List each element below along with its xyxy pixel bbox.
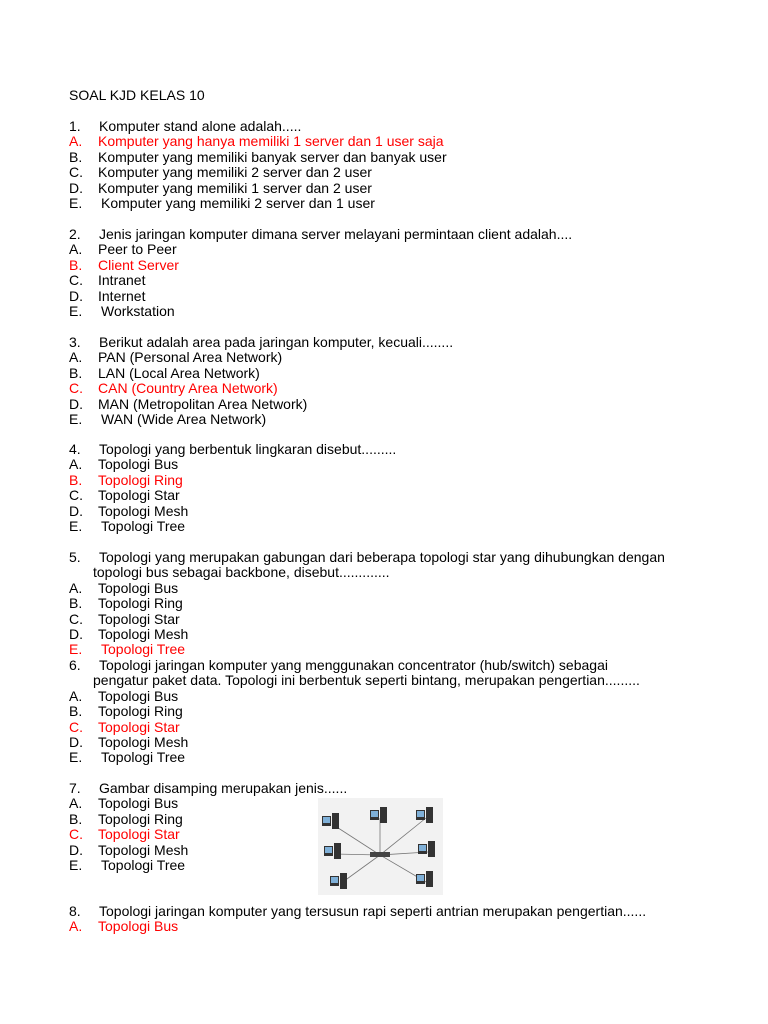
option-text: Topologi Tree xyxy=(101,641,186,657)
answer-option xyxy=(0,688,768,704)
answer-option-correct xyxy=(0,641,768,657)
answer-option xyxy=(0,288,768,304)
option-label: B. xyxy=(69,595,83,611)
option-label: A. xyxy=(69,918,83,934)
question-number: 4. xyxy=(69,441,81,457)
option-text: Topologi Tree xyxy=(101,518,186,534)
answer-option xyxy=(0,703,768,719)
option-text: Topologi Star xyxy=(98,611,180,627)
option-label: B. xyxy=(69,149,83,165)
option-label: A. xyxy=(69,241,83,257)
question-text: Berikut adalah area pada jaringan komputer, kecuali........ xyxy=(99,334,454,350)
option-label: B. xyxy=(69,365,83,381)
option-label: B. xyxy=(69,703,83,719)
question-number: 5. xyxy=(69,549,81,565)
option-text: Komputer yang memiliki 2 server dan 2 user xyxy=(98,164,372,180)
answer-option-correct xyxy=(0,918,768,934)
option-label: D. xyxy=(69,396,83,412)
answer-option xyxy=(0,411,768,427)
option-label: E. xyxy=(69,749,83,765)
option-text: Topologi Ring xyxy=(98,472,183,488)
option-label: E. xyxy=(69,411,83,427)
option-label: C. xyxy=(69,272,83,288)
question-number: 8. xyxy=(69,903,81,919)
option-text: WAN (Wide Area Network) xyxy=(101,411,267,427)
option-label: E. xyxy=(69,518,83,534)
option-text: Topologi Bus xyxy=(98,918,179,934)
option-text: Komputer yang hanya memiliki 1 server dan 1 user saja xyxy=(98,133,444,149)
question-stem-continued xyxy=(0,672,768,688)
answer-option xyxy=(0,595,768,611)
question-number: 6. xyxy=(69,657,81,673)
question-text: topologi bus sebagai backbone, disebut............. xyxy=(93,564,390,580)
option-label: E. xyxy=(69,857,83,873)
option-text: Topologi Tree xyxy=(101,857,186,873)
question-text: Komputer stand alone adalah..... xyxy=(99,118,302,134)
option-label: D. xyxy=(69,842,83,858)
option-label: C. xyxy=(69,380,83,396)
question-text: Topologi yang merupakan gabungan dari beberapa topologi star yang dihubungkan dengan xyxy=(99,549,665,565)
option-text: Komputer yang memiliki 2 server dan 1 user xyxy=(101,195,375,211)
answer-option xyxy=(0,503,768,519)
option-label: E. xyxy=(69,195,83,211)
answer-option xyxy=(0,626,768,642)
question-number: 3. xyxy=(69,334,81,350)
option-label: D. xyxy=(69,288,83,304)
question-number: 2. xyxy=(69,226,81,242)
option-label: B. xyxy=(69,472,83,488)
answer-option xyxy=(0,487,768,503)
answer-option xyxy=(0,349,768,365)
option-text: Workstation xyxy=(101,303,175,319)
question-text: Topologi jaringan komputer yang menggunakan concentrator (hub/switch) sebagai xyxy=(99,657,608,673)
option-text: Topologi Bus xyxy=(98,795,179,811)
option-label: D. xyxy=(69,626,83,642)
option-label: D. xyxy=(69,180,83,196)
option-text: Komputer yang memiliki 1 server dan 2 user xyxy=(98,180,372,196)
option-label: A. xyxy=(69,133,83,149)
answer-option xyxy=(0,396,768,412)
question-text: Topologi yang berbentuk lingkaran disebut......... xyxy=(99,441,397,457)
option-text: CAN (Country Area Network) xyxy=(98,380,278,396)
answer-option xyxy=(0,734,768,750)
option-text: Intranet xyxy=(98,272,146,288)
star-topology-figure xyxy=(318,798,443,895)
question-number: 7. xyxy=(69,780,81,796)
question-stem xyxy=(0,780,768,796)
answer-option-correct xyxy=(0,257,768,273)
option-text: Topologi Mesh xyxy=(98,842,189,858)
option-label: B. xyxy=(69,811,83,827)
question-stem-continued xyxy=(0,564,768,580)
answer-option xyxy=(0,749,768,765)
page-title: SOAL KJD KELAS 10 xyxy=(69,87,205,103)
question-stem xyxy=(0,903,768,919)
question-text: Gambar disamping merupakan jenis...... xyxy=(99,780,348,796)
answer-option-correct xyxy=(0,380,768,396)
option-text: Topologi Tree xyxy=(101,749,186,765)
answer-option-correct xyxy=(0,472,768,488)
option-text: LAN (Local Area Network) xyxy=(98,365,260,381)
option-label: C. xyxy=(69,611,83,627)
option-label: A. xyxy=(69,456,83,472)
answer-option xyxy=(0,365,768,381)
option-label: C. xyxy=(69,719,83,735)
option-text: Komputer yang memiliki banyak server dan banyak user xyxy=(98,149,447,165)
option-text: Topologi Bus xyxy=(98,688,179,704)
option-text: Topologi Ring xyxy=(98,595,183,611)
answer-option xyxy=(0,272,768,288)
option-text: Topologi Star xyxy=(98,719,180,735)
question-stem xyxy=(0,226,768,242)
option-text: MAN (Metropolitan Area Network) xyxy=(98,396,308,412)
option-text: PAN (Personal Area Network) xyxy=(98,349,283,365)
option-label: E. xyxy=(69,303,83,319)
question-text: Topologi jaringan komputer yang tersusun rapi seperti antrian merupakan pengertian...... xyxy=(99,903,647,919)
option-text: Topologi Mesh xyxy=(98,626,189,642)
option-label: A. xyxy=(69,795,83,811)
answer-option xyxy=(0,164,768,180)
option-text: Topologi Mesh xyxy=(98,734,189,750)
question-stem xyxy=(0,657,768,673)
answer-option-correct xyxy=(0,133,768,149)
answer-option xyxy=(0,456,768,472)
option-label: C. xyxy=(69,164,83,180)
answer-option xyxy=(0,303,768,319)
answer-option xyxy=(0,195,768,211)
answer-option xyxy=(0,518,768,534)
question-text: Jenis jaringan komputer dimana server melayani permintaan client adalah.... xyxy=(99,226,573,242)
option-text: Peer to Peer xyxy=(98,241,177,257)
answer-option xyxy=(0,580,768,596)
answer-option xyxy=(0,149,768,165)
answer-option-correct xyxy=(0,719,768,735)
option-label: E. xyxy=(69,641,83,657)
question-stem xyxy=(0,549,768,565)
option-text: Topologi Ring xyxy=(98,703,183,719)
option-text: Topologi Star xyxy=(98,487,180,503)
option-label: D. xyxy=(69,734,83,750)
option-text: Client Server xyxy=(98,257,179,273)
answer-option xyxy=(0,241,768,257)
question-number: 1. xyxy=(69,118,81,134)
option-text: Topologi Ring xyxy=(98,811,183,827)
hub-icon xyxy=(370,852,390,857)
option-text: Topologi Star xyxy=(98,826,180,842)
option-text: Topologi Mesh xyxy=(98,503,189,519)
option-label: A. xyxy=(69,580,83,596)
option-label: B. xyxy=(69,257,83,273)
option-text: Topologi Bus xyxy=(98,580,179,596)
option-label: A. xyxy=(69,349,83,365)
answer-option xyxy=(0,611,768,627)
option-label: C. xyxy=(69,487,83,503)
option-label: A. xyxy=(69,688,83,704)
question-stem xyxy=(0,118,768,134)
option-label: C. xyxy=(69,826,83,842)
option-text: Topologi Bus xyxy=(98,456,179,472)
answer-option xyxy=(0,180,768,196)
question-stem xyxy=(0,334,768,350)
question-text: pengatur paket data. Topologi ini berbentuk seperti bintang, merupakan pengertian......... xyxy=(93,672,640,688)
option-text: Internet xyxy=(98,288,146,304)
option-label: D. xyxy=(69,503,83,519)
question-stem xyxy=(0,441,768,457)
